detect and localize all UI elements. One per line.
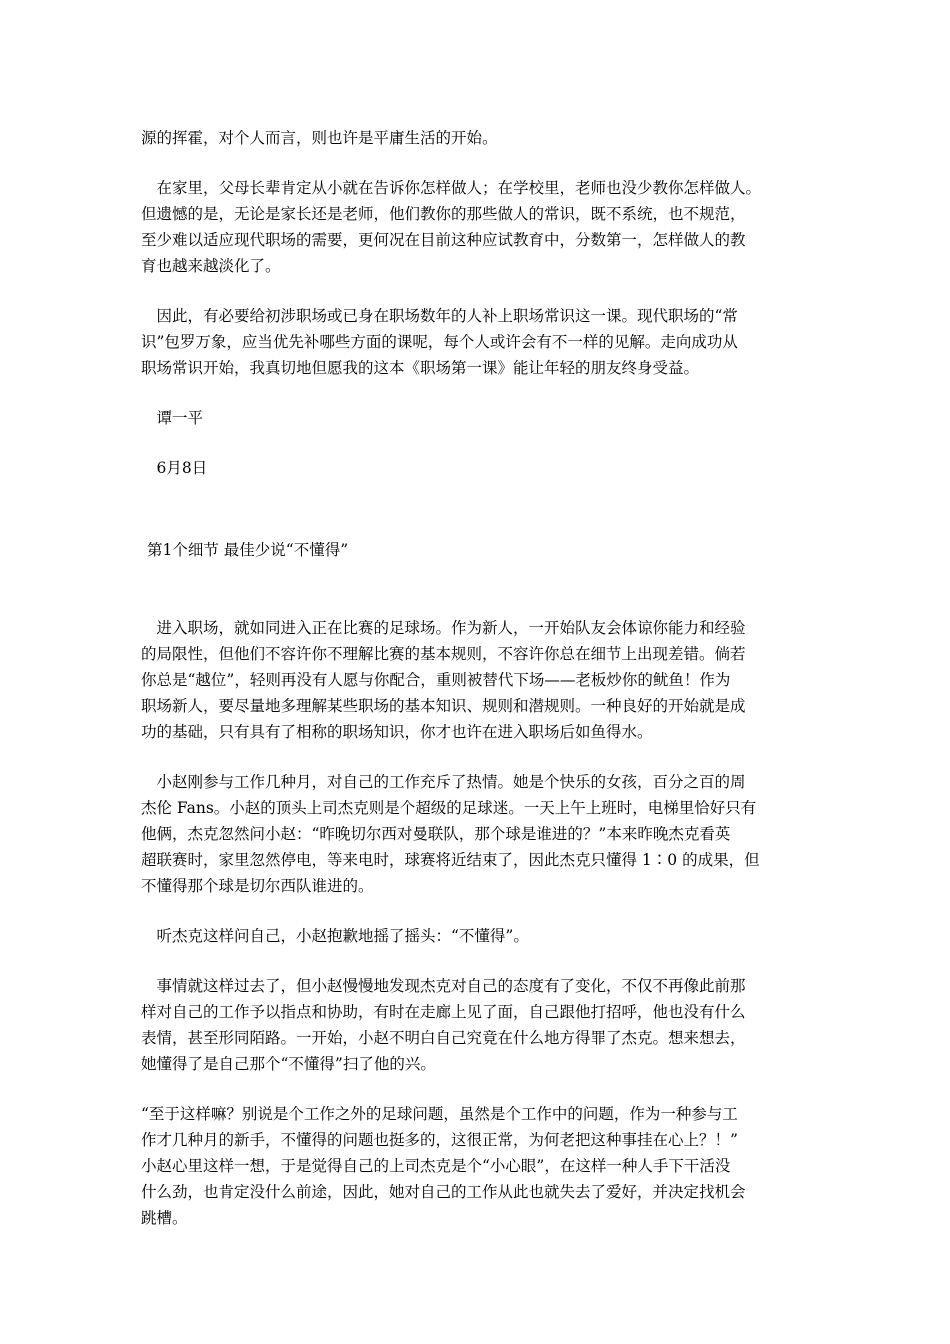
section-heading: 第1个细节 最佳少说“不懂得” [147, 541, 349, 559]
document-body [141, 125, 815, 1231]
text-line: 但遗憾的是，无论是家长还是老师，他们教你的那些做人的常识，既不系统，也不规范， [141, 205, 746, 223]
text-line: 不懂得那个球是切尔西队谁进的。 [141, 877, 374, 895]
text-line: 事情就这样过去了，但小赵慢慢地发现杰克对自己的态度有了变化，不仅不再像此前那 [141, 977, 746, 995]
text-line: 育也越来越淡化了。 [141, 257, 281, 275]
text-line: 的局限性，但他们不容许你不理解比赛的基本规则，不容许你总在细节上出现差错。倘若 [141, 645, 746, 663]
paragraph-xiaozhao-story [141, 769, 815, 899]
paragraph-attitude-change [141, 973, 815, 1077]
text-line: 什么劲，也肯定没什么前途，因此，她对自己的工作从此也就失去了爱好，并决定找机会 [141, 1183, 746, 1201]
paragraph-dont-know-reply [141, 923, 815, 949]
text-line: 样对自己的工作予以指点和协助，有时在走廊上见了面，自己跟他打招呼，他也没有什么 [141, 1003, 746, 1021]
text-line: 识”包罗万象，应当优先补哪些方面的课呢，每个人或许会有不一样的见解。走向成功从 [141, 333, 738, 351]
signature-date [141, 455, 815, 481]
text-line: 她懂得了是自己那个“不懂得”扫了他的兴。 [141, 1055, 436, 1073]
text-line: 他俩，杰克忽然问小赵：“昨晚切尔西对曼联队，那个球是谁进的？”本来昨晚杰克看英 [141, 825, 731, 843]
text-line: 进入职场，就如同进入正在比赛的足球场。作为新人，一开始队友会体谅你能力和经验 [141, 619, 746, 637]
text-line: 小赵心里这样一想，于是觉得自己的上司杰克是个“小心眼”，在这样一种人手下干活没 [141, 1157, 731, 1175]
text-line: 作才几种月的新手，不懂得的问题也挺多的，这很正常，为何老把这种事挂在心上？！” [141, 1131, 738, 1149]
text-line: 源的挥霍，对个人而言，则也许是平庸生活的开始。 [141, 129, 498, 147]
text-line: 职场新人，要尽量地多理解某些职场的基本知识、规则和潜规则。一种良好的开始就是成 [141, 697, 746, 715]
text-line: 至少难以适应现代职场的需要，更何况在目前这种应试教育中，分数第一，怎样做人的教 [141, 231, 746, 249]
text-line: 功的基础，只有具有了相称的职场知识，你才也许在进入职场后如鱼得水。 [141, 723, 653, 741]
paragraph-workplace-common-sense [141, 303, 815, 381]
text-line: 跳槽。 [141, 1209, 188, 1227]
text-line: 杰伦 Fans。小赵的顶头上司杰克则是个超级的足球迷。一天上午上班时，电梯里恰好只有 [141, 799, 757, 817]
text-line: 在家里，父母长辈肯定从小就在告诉你怎样做人；在学校里，老师也没少教你怎样做人。 [141, 179, 762, 197]
text-line: 因此，有必要给初涉职场或已身在职场数年的人补上职场常识这一课。现代职场的“常 [141, 307, 738, 325]
text-line: 你总是“越位”，轻则再没有人愿与你配合，重则被替代下场——老板炒你的鱿鱼！作为 [141, 671, 731, 689]
text-line: 表情，甚至形同陌路。一开始，小赵不明白自己究竟在什么地方得罪了杰克。想来想去， [141, 1029, 746, 1047]
text-line: 小赵刚参与工作几种月，对自己的工作充斥了热情。她是个快乐的女孩，百分之百的周 [141, 773, 746, 791]
text-line: 超联赛时，家里忽然停电，等来电时，球赛将近结束了，因此杰克只懂得 1∶0 的成果，但 [141, 851, 760, 869]
text-line: 谭一平 [141, 409, 204, 427]
paragraph-xiaozhao-thoughts [141, 1101, 815, 1231]
paragraph-intro-end [141, 125, 815, 151]
text-line: “至于这样嘛？别说是个工作之外的足球问题，虽然是个工作中的问题，作为一种参与工 [141, 1105, 738, 1123]
author-signature [141, 405, 815, 431]
paragraph-family-school [141, 175, 815, 279]
text-line: 听杰克这样问自己，小赵抱歉地摇了摇头：“不懂得”。 [141, 927, 529, 945]
text-line: 6月8日 [141, 459, 208, 477]
text-line: 职场常识开始，我真切地但愿我的这本《职场第一课》能让年轻的朋友终身受益。 [141, 359, 700, 377]
paragraph-football-metaphor [141, 615, 815, 745]
